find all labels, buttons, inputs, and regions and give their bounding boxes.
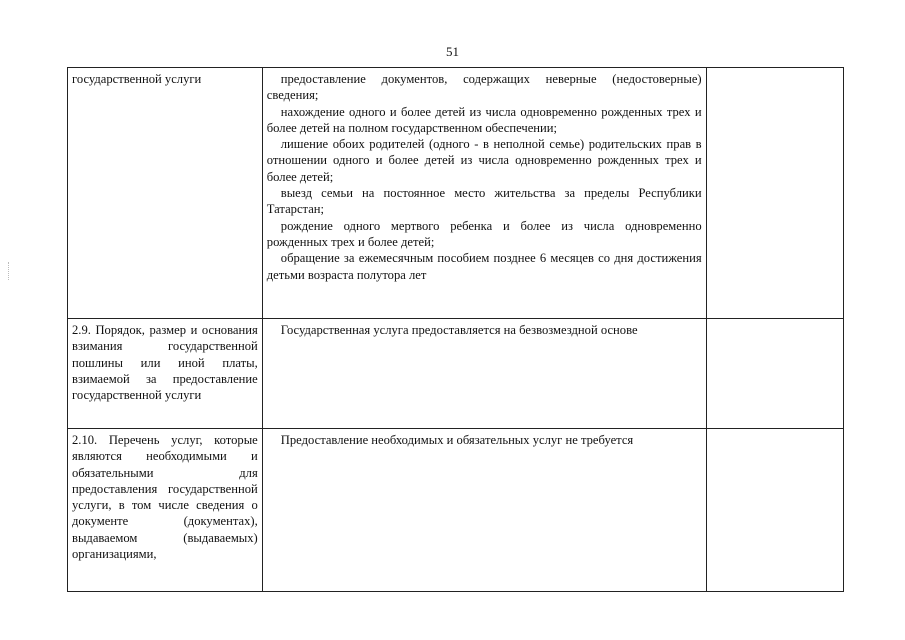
content-paragraph: Предоставление необходимых и обязательных услуг не требуется [280, 433, 634, 447]
row-heading-cell [68, 319, 263, 429]
margin-mark [8, 262, 10, 280]
content-paragraph: лишение обоих родителей (одного - в неполной семье) родительских прав в отношении одного и более детей из числа одновременно рожденных трех и более детей; [266, 137, 702, 184]
row-heading-text: государственной услуги [72, 72, 202, 86]
content-paragraph: рождение одного мертвого ребенка и более из числа одновременно рожденных трех и более детей; [266, 218, 702, 249]
row-heading-cell [68, 429, 263, 592]
table-row [68, 429, 844, 592]
row-heading-text: 2.9. Порядок, размер и основания взимания государственной пошлины или иной платы, взимаемой за предоставление государственной услуги [72, 323, 258, 403]
content-paragraph: Государственная услуга предоставляется на безвозмездной основе [280, 323, 638, 337]
content-paragraph: предоставление документов, содержащих неверные (недостоверные) сведения; [266, 72, 702, 103]
page-number: 51 [446, 44, 459, 59]
content-paragraph: нахождение одного и более детей из числа одновременно рожденных трех и более детей на полном государственном обеспечении; [266, 104, 702, 135]
row-heading-cell [68, 68, 263, 319]
table-row [68, 68, 844, 319]
row-note-cell [706, 319, 843, 429]
row-note-cell [706, 429, 843, 592]
row-content-cell [262, 319, 706, 429]
content-paragraph: обращение за ежемесячным пособием позднее 6 месяцев со дня достижения детьми возраста полутора лет [266, 251, 702, 282]
row-content-cell [262, 429, 706, 592]
table-row [68, 319, 844, 429]
row-note-cell [706, 68, 843, 319]
regulation-table [67, 67, 844, 592]
row-heading-text: 2.10. Перечень услуг, которые являются необходимыми и обязательными для предоставления государственной услуги, в том числе сведения о документе (документах), выдаваемом (выдаваемых) организациями, [72, 433, 258, 562]
content-paragraph: выезд семьи на постоянное место жительства за пределы Республики Татарстан; [266, 186, 702, 217]
row-content-cell [262, 68, 706, 319]
